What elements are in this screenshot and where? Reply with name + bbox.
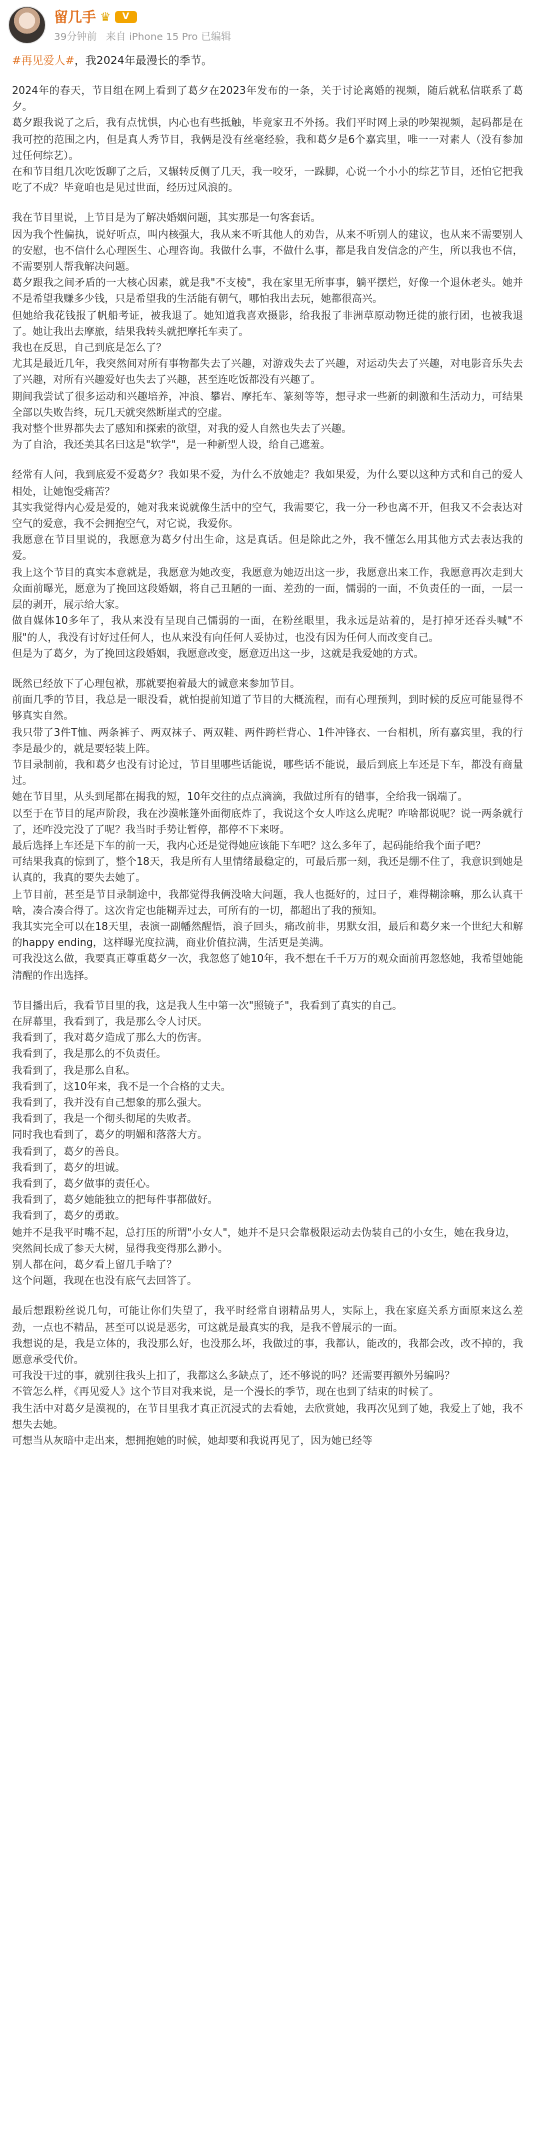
paragraph: 不管怎么样，《再见爱人》这个节目对我来说，是一个漫长的季节，现在也到了结束的时候了。 <box>12 1386 440 1399</box>
paragraph-group <box>12 467 523 661</box>
paragraph: 我只带了3件T恤、两条裤子、两双袜子、两双鞋、两件跨栏背心、1件冲锋衣、一台相机，所有嘉宾里，我的行李是最少的，就是要轻装上阵。 <box>12 726 523 755</box>
username-text[interactable]: 留几手 <box>54 10 96 26</box>
paragraph: 在和节目组几次吃饭聊了之后，又辗转反侧了几天，我一咬牙，一跺脚，心说一个小小的综艺节目，还怕它把我吃了不成？毕竟咱也是见过世面，经历过风浪的。 <box>12 166 523 195</box>
post-body <box>12 83 523 1449</box>
paragraph: 我看到了，我并没有自己想象的那么强大。 <box>12 1096 208 1109</box>
paragraph: 以至于在节目的尾声阶段，我在沙漠帐篷外面彻底炸了，我说这个女人咋这么虎呢？咋啥都说呢？说一两条就行了，还咋没完没了了呢？我当时手势让暂停，都停不下来呀。 <box>12 807 523 836</box>
paragraph: 可我没干过的事，就别往我头上扣了，我都这么多缺点了，还不够说的吗？还需要再额外另编吗？ <box>12 1370 455 1383</box>
paragraph: 可结果我真的惊到了，整个18天，我是所有人里情绪最稳定的，可最后那一刻，我还是绷不住了，我意识到她是认真的，我真的要失去她了。 <box>12 856 523 885</box>
paragraph-group <box>12 1303 523 1449</box>
hashtag-link[interactable]: #再见爱人# <box>12 54 75 67</box>
paragraph: 我上这个节目的真实本意就是，我愿意为她改变，我愿意为她迈出这一步，我愿意出来工作，我愿意再次走到大众面前曝光，愿意为了挽回这段婚姻，将自己丑陋的一面、差劲的一面，懦弱的一面，不负责任的一面，一层一层的剥开，展示给大家。 <box>12 566 523 612</box>
paragraph: 我生活中对葛夕是漠视的，在节目里我才真正沉浸式的去看她，去欣赏她，我再次见到了她，我爱上了她，我不想失去她。 <box>12 1402 523 1431</box>
crown-icon: ♛ <box>100 10 111 24</box>
paragraph: 可想当从灰暗中走出来，想拥抱她的时候，她却要和我说再见了，因为她已经等 <box>12 1435 373 1448</box>
lead-text: ，我2024年最漫长的季节。 <box>74 54 213 67</box>
paragraph: 我看到了，我是那么的不负责任。 <box>12 1048 167 1061</box>
post-lead <box>12 52 523 69</box>
paragraph-group <box>12 210 523 453</box>
post-content <box>0 52 535 1449</box>
paragraph: 葛夕跟我之间矛盾的一大核心因素，就是我"不支棱"，我在家里无所事事，躺平摆烂，好像一个退休老头。她并不是希望我赚多少钱，只是希望我的生活能有朝气，哪怕我出去玩，她都很高兴。 <box>12 277 523 306</box>
paragraph: 为了自洽，我还美其名曰这是"软学"，是一种新型人设，给自己遮羞。 <box>12 439 331 452</box>
paragraph: 2024年的春天，节目组在网上看到了葛夕在2023年发布的一条，关于讨论离婚的视频，随后就私信联系了葛夕。 <box>12 85 523 114</box>
vip-badge-icon: V <box>115 11 137 23</box>
paragraph: 我其实完全可以在18天里，表演一副幡然醒悟，浪子回头，痛改前非，男默女泪，最后和葛夕来一个世纪大和解的happy ending，这样曝光度拉满，商业价值拉满，生活更是美满。 <box>12 920 523 950</box>
paragraph-group <box>12 676 523 984</box>
paragraph: 我对整个世界都失去了感知和探索的欲望，对我的爱人自然也失去了兴趣。 <box>12 423 352 436</box>
paragraph: 我愿意在节目里说的，我愿意为葛夕付出生命，这是真话。但是除此之外，我不懂怎么用其他方式去表达我的爱。 <box>12 534 523 563</box>
paragraph: 我看到了，我是一个彻头彻尾的失败者。 <box>12 1113 198 1126</box>
paragraph: 我看到了，这10年来，我不是一个合格的丈夫。 <box>12 1080 232 1093</box>
paragraph: 我看到了，我对葛夕造成了那么大的伤害。 <box>12 1032 208 1045</box>
paragraph: 经常有人问，我到底爱不爱葛夕？我如果不爱，为什么不放她走？我如果爱，为什么要以这种方式和自己的爱人相处，让她饱受痛苦？ <box>12 469 523 498</box>
post-header <box>0 0 535 52</box>
paragraph: 她在节目里，从头到尾都在揭我的短，10年交往的点点滴滴，我做过所有的错事，全给我一锅端了。 <box>12 791 468 804</box>
paragraph: 其实我觉得内心爱是爱的，她对我来说就像生活中的空气，我需要它，我一分一秒也离不开，但我又不会表达对空气的爱意，我不会拥抱空气，对它说，我爱你。 <box>12 501 523 531</box>
paragraph: 既然已经放下了心理包袱，那就要抱着最大的诚意来参加节目。 <box>12 677 301 690</box>
paragraph: 葛夕跟我说了之后，我有点忧惧，内心也有些抵触，毕竟家丑不外扬。我们平时网上录的吵架视频，起码都是在我可控的范围之内，但是真人秀节目，我俩是没有丝毫经验，我和葛夕是6个嘉宾里，唯一一对素人（没有参加过任何综艺）。 <box>12 117 523 162</box>
post-source: 来自 iPhone 15 Pro 已编辑 <box>105 32 231 43</box>
paragraph: 这个问题，我现在也没有底气去回答了。 <box>12 1275 198 1288</box>
paragraph: 她并不是我平时嘴不起，总打压的所谓"小女人"，她并不是只会靠极限运动去伪装自己的小女生，她在我身边，突然间长成了参天大树，显得我变得那么渺小。 <box>12 1226 516 1255</box>
avatar[interactable] <box>8 6 46 44</box>
paragraph: 尤其是最近几年，我突然间对所有事物都失去了兴趣，对游戏失去了兴趣，对运动失去了兴趣，对电影音乐失去了兴趣，对所有兴趣爱好也失去了兴趣，甚至连吃饭都没有兴趣了。 <box>12 358 523 387</box>
post-time: 39分钟前 <box>54 32 97 43</box>
paragraph: 但是为了葛夕，为了挽回这段婚姻，我愿意改变，愿意迈出这一步，这就是我爱她的方式。 <box>12 647 424 660</box>
username[interactable] <box>54 7 137 27</box>
paragraph: 最后想跟粉丝说几句，可能让你们失望了，我平时经常自诩精品男人，实际上，我在家庭关系方面原来这么差劲，一点也不精品，甚至可以说是恶劣，可这就是最真实的我，是我不曾展示的一面。 <box>12 1305 523 1334</box>
paragraph: 但她给我花钱报了帆船考证，被我退了。她知道我喜欢摄影，给我报了非洲草原动物迁徙的旅行团，也被我退了。她让我出去摩旅，结果我转头就把摩托车卖了。 <box>12 309 523 338</box>
paragraph-group <box>12 998 523 1290</box>
paragraph: 期间我尝试了很多运动和兴趣培养，冲浪、攀岩、摩托车、篆刻等等，想寻求一些新的刺激和生活动力，可结果全部以失败告终，玩几天就突然断崖式的空虚。 <box>12 390 523 419</box>
paragraph: 可我没这么做，我要真正尊重葛夕一次，我忽悠了她10年，我不想在千千万万的观众面前再忽悠她，我希望她能清醒的作出选择。 <box>12 953 523 982</box>
paragraph: 上节目前，甚至是节目录制途中，我都觉得我俩没啥大问题，我人也挺好的，过日子，难得糊涂嘛，那么认真干啥，凑合凑合得了。这次肯定也能糊弄过去，可所有的一切，都超出了我的预知。 <box>12 888 523 917</box>
paragraph: 在屏幕里，我看到了，我是那么令人讨厌。 <box>12 1015 208 1028</box>
paragraph: 我看到了，葛夕的善良。 <box>12 1145 126 1158</box>
paragraph: 同时我也看到了，葛夕的明媚和落落大方。 <box>12 1129 208 1142</box>
post-meta <box>54 28 237 43</box>
paragraph: 我想说的是，我是立体的，我没那么好，也没那么坏，我做过的事，我都认，能改的，我都会改，改不掉的，我愿意承受代价。 <box>12 1337 523 1367</box>
paragraph: 我在节目里说，上节目是为了解决婚姻问题，其实那是一句客套话。 <box>12 212 321 225</box>
paragraph: 别人都在问，葛夕看上留几手啥了？ <box>12 1259 177 1272</box>
paragraph: 我看到了，葛夕的勇敢。 <box>12 1210 126 1223</box>
paragraph: 因为我个性偏执，说好听点，叫内核强大，我从来不听其他人的劝告，从来不听别人的建议，也从来不需要别人的安慰，也不信什么心理医生、心理咨询。我做什么事，不做什么事，都是我自发信念的产生，所以我也不信，不需要别人帮我解决问题。 <box>12 228 523 274</box>
paragraph: 做自媒体10多年了，我从来没有呈现自己懦弱的一面，在粉丝眼里，我永远是站着的，是打掉牙还吞头喊"不服"的人，我没有讨好过任何人，也从来没有向任何人妥协过，也没有因为任何人而改变自己。 <box>12 615 523 644</box>
paragraph: 最后选择上车还是下车的前一天，我内心还是觉得她应该能下车吧？这么多年了，起码能给我个面子吧？ <box>12 839 486 852</box>
paragraph: 前面几季的节目，我总是一眼没看，就怕提前知道了节目的大概流程，而有心理预判，到时候的反应可能显得不够真实自然。 <box>12 694 523 723</box>
paragraph: 我看到了，葛夕的坦诚。 <box>12 1161 126 1174</box>
paragraph: 我看到了，葛夕她能独立的把每件事都做好。 <box>12 1194 218 1207</box>
paragraph: 我看到了，我是那么自私。 <box>12 1064 136 1077</box>
paragraph: 我看到了，葛夕做事的责任心。 <box>12 1178 157 1190</box>
paragraph: 节目播出后，我看节目里的我，这是我人生中第一次"照镜子"，我看到了真实的自己。 <box>12 999 403 1012</box>
paragraph: 节目录制前，我和葛夕也没有讨论过，节目里哪些话能说，哪些话不能说，最后到底上车还是下车，都没有商量过。 <box>12 758 523 788</box>
paragraph-group <box>12 83 523 196</box>
paragraph: 我也在反思，自己到底是怎么了？ <box>12 342 167 355</box>
